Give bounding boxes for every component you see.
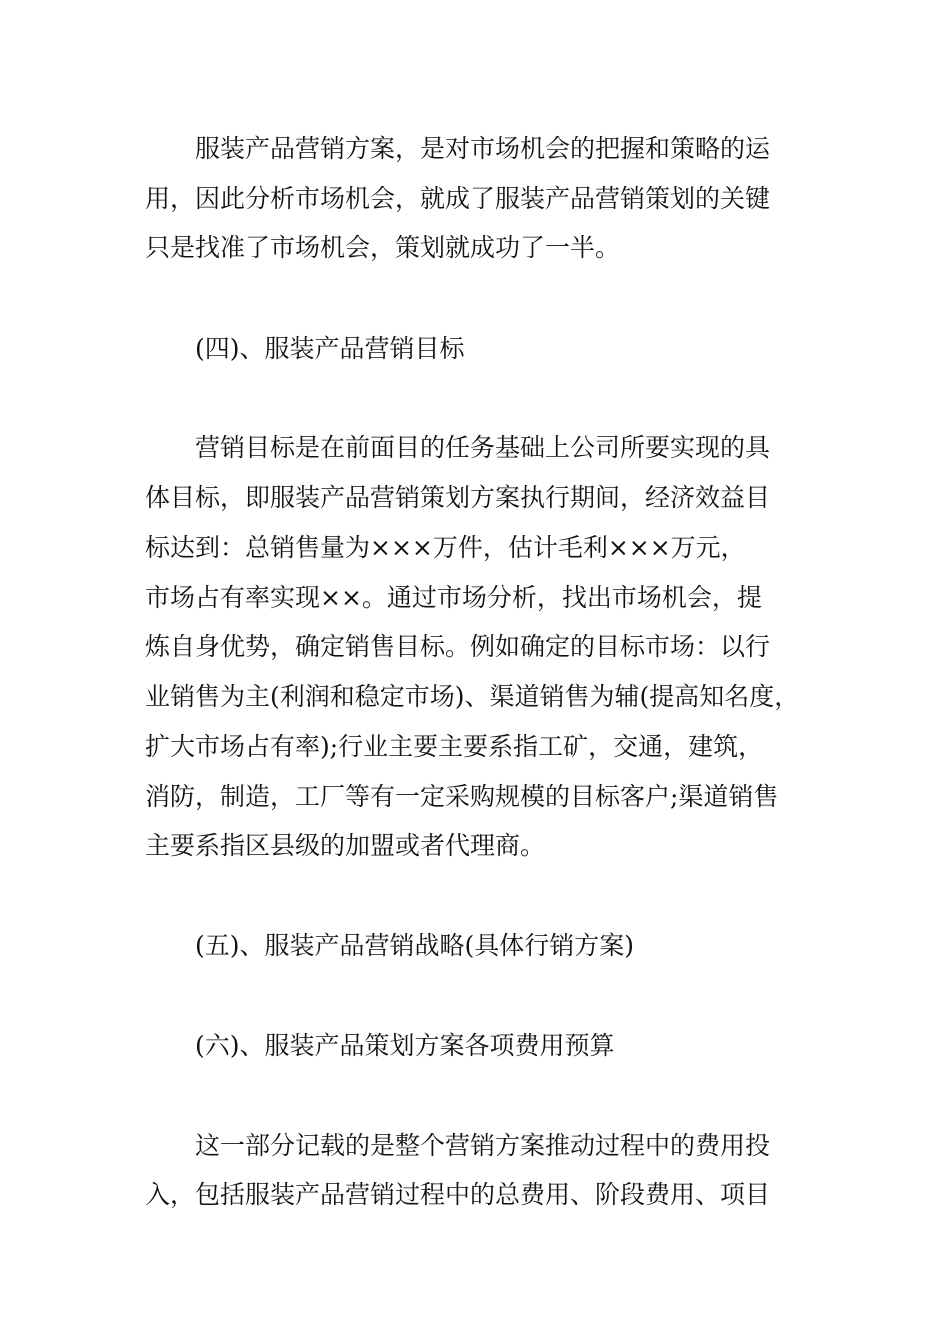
paragraph-2-line-2: 体目标，即服装产品营销策划方案执行期间，经济效益目 [145, 483, 771, 512]
paragraph-2-line-6: 业销售为主(利润和稳定市场)、渠道销售为辅(提高知名度， [145, 682, 800, 711]
section-heading-5: (五)、服装产品营销战略(具体行销方案) [145, 931, 635, 960]
paragraph-2-line-9: 主要系指区县级的加盟或者代理商。 [145, 831, 546, 860]
paragraph-2-line-7: 扩大市场占有率);行业主要主要系指工矿，交通，建筑， [145, 732, 764, 761]
paragraph-1-line-2: 用，因此分析市场机会，就成了服装产品营销策划的关键 [145, 184, 771, 213]
paragraph-1-line-1: 服装产品营销方案，是对市场机会的把握和策略的运 [145, 134, 771, 163]
paragraph-3-line-1: 这一部分记载的是整个营销方案推动过程中的费用投 [145, 1131, 771, 1160]
paragraph-3-line-2: 入，包括服装产品营销过程中的总费用、阶段费用、项目 [145, 1180, 771, 1209]
paragraph-2-line-3: 标达到：总销售量为×××万件，估计毛利×××万元， [145, 533, 746, 562]
paragraph-2-line-8: 消防，制造，工厂等有一定采购规模的目标客户;渠道销售 [145, 782, 779, 811]
paragraph-2-line-1: 营销目标是在前面目的任务基础上公司所要实现的具 [145, 433, 771, 462]
section-heading-4: (四)、服装产品营销目标 [145, 334, 465, 363]
paragraph-2-line-4: 市场占有率实现××。通过市场分析，找出市场机会，提 [145, 583, 762, 612]
section-heading-6: (六)、服装产品策划方案各项费用预算 [145, 1031, 615, 1060]
paragraph-2-line-5: 炼自身优势，确定销售目标。例如确定的目标市场：以行 [145, 632, 771, 661]
paragraph-1-line-3: 只是找准了市场机会，策划就成功了一半。 [145, 233, 621, 262]
